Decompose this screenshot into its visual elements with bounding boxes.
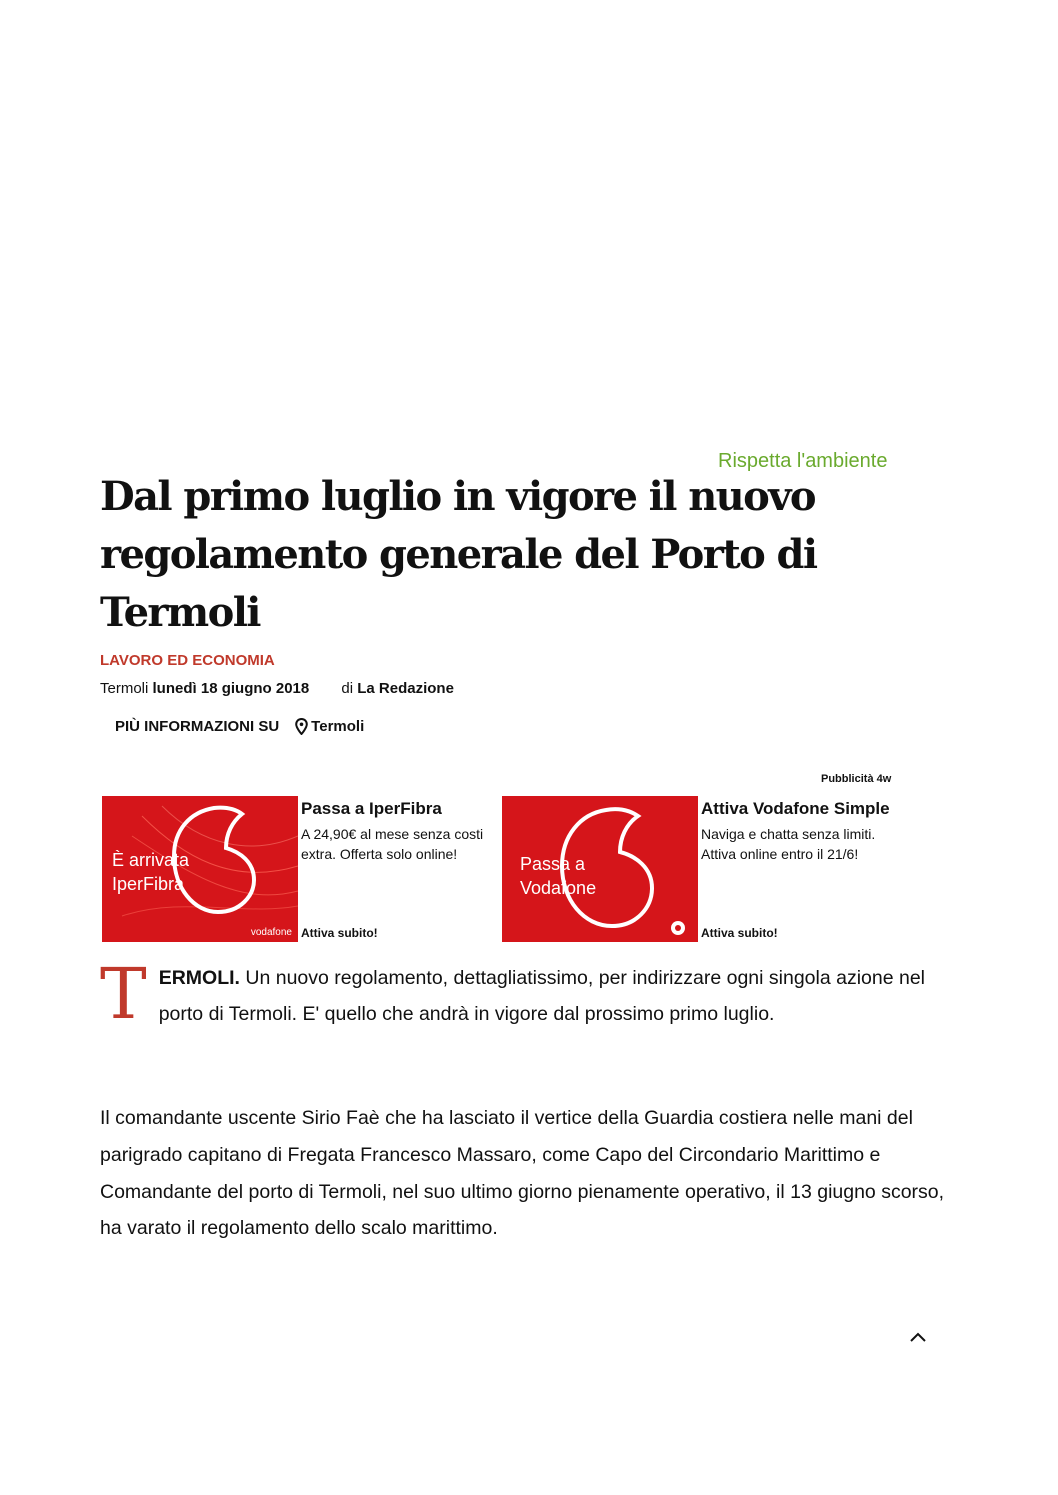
ad-description: Naviga e chatta senza limiti. Attiva online entro il 21/6!: [701, 826, 876, 862]
article-paragraph: [100, 953, 930, 1035]
chevron-up-icon: [908, 1330, 928, 1344]
author-link[interactable]: La Redazione: [357, 680, 454, 697]
ad-image-vodafone[interactable]: [502, 796, 698, 942]
more-info-bar: [115, 718, 364, 735]
paragraph-text: Un nuovo regolamento, dettagliatissimo, per indirizzare ogni singola azione nel porto di Termoli. E' quello che andrà in vigore dal prossimo primo luglio.: [158, 967, 926, 1025]
author-prefix: di: [341, 680, 354, 697]
dropcap: T: [100, 953, 147, 1035]
article-lead: ERMOLI.: [158, 967, 240, 989]
location-tag-label: Termoli: [311, 718, 365, 735]
ad-headline[interactable]: Attiva Vodafone Simple: [701, 799, 890, 818]
page-title: Dal primo luglio in vigore il nuovo regolamento generale del Porto di Termoli: [100, 473, 817, 636]
ad-image-text-2: Vodafone: [520, 878, 597, 898]
ad-headline[interactable]: Passa a IperFibra: [301, 799, 442, 818]
ad-image-text-1: È arrivata: [112, 850, 190, 870]
vodafone-brand: vodafone: [250, 927, 292, 938]
article-date: lunedì 18 giugno 2018: [152, 680, 310, 697]
ad-text-iperfibra[interactable]: [301, 796, 491, 864]
sponsored-label: Pubblicità 4w: [821, 773, 892, 785]
article-paragraph: Il comandante uscente Sirio Faè che ha lasciato il vertice della Guardia costiera nelle mani del parigrado capitano di Fregata Francesco Massaro, come Capo del Circondario Marittimo e Comandante del porto di Termoli, nel suo ultimo giorno pienamente operativo, il 13 giugno scorso, ha varato il regolamento dello scalo marittimo.: [100, 1107, 945, 1240]
ad-image-iperfibra[interactable]: [102, 796, 298, 942]
ad-cta-button[interactable]: Attiva subito!: [701, 926, 778, 940]
map-pin-icon: [295, 718, 308, 735]
ad-image-text-1: Passa a: [520, 854, 586, 874]
category-link[interactable]: LAVORO ED ECONOMIA: [100, 652, 275, 669]
ad-text-vodafone[interactable]: [701, 796, 891, 864]
article-meta: [100, 680, 454, 697]
ad-cta-button[interactable]: Attiva subito!: [301, 926, 378, 940]
rispetta-ambiente-link[interactable]: Rispetta l'ambiente: [718, 450, 888, 472]
ad-description: A 24,90€ al mese senza costi extra. Offerta solo online!: [301, 826, 484, 862]
location-tag-link[interactable]: [295, 718, 364, 735]
more-info-label: PIÙ INFORMAZIONI SU: [115, 718, 280, 735]
back-to-top-button[interactable]: [908, 1330, 928, 1349]
article-location: Termoli: [100, 680, 149, 697]
ad-image-text-2: IperFibra: [112, 874, 185, 894]
